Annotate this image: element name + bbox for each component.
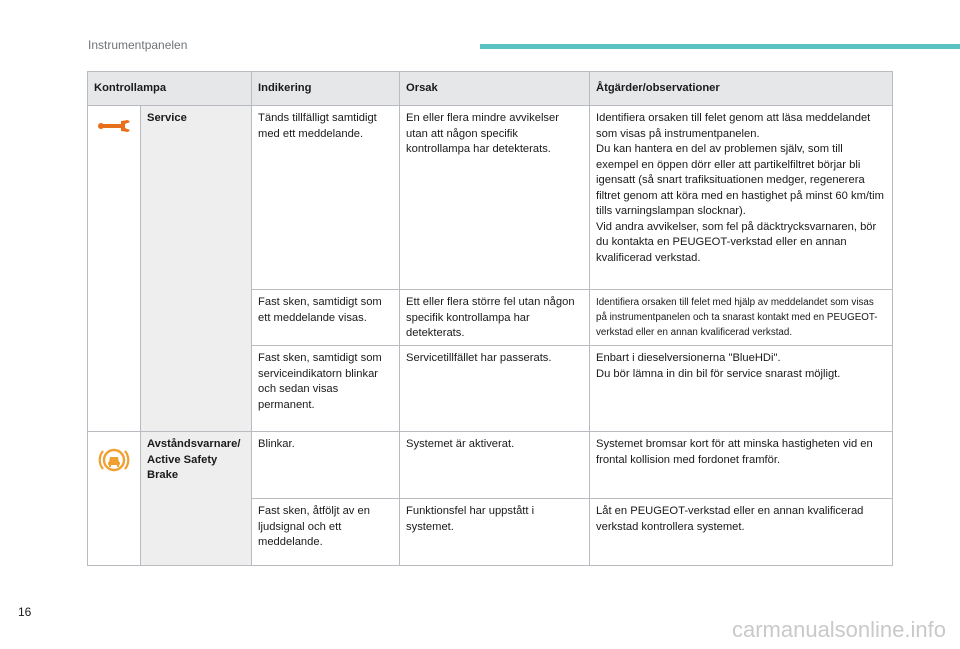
action-line: Vid andra avvikelser, som fel på däcktrycksvarnaren, bör du kontakta en PEUGEOT-verkstad eller en annan kvalificerad verkstad. bbox=[596, 220, 877, 264]
column-header-warning-lamp: Kontrollampa bbox=[88, 72, 252, 106]
indication-cell: Fast sken, åtföljt av en ljudsignal och ett meddelande. bbox=[252, 499, 400, 566]
table-header-row bbox=[88, 72, 893, 106]
indication-cell: Fast sken, samtidigt som serviceindikatorn blinkar och sedan visas permanent. bbox=[252, 346, 400, 432]
warning-lamp-table bbox=[87, 71, 893, 566]
action-line: Enbart i dieselversionerna "BlueHDi". bbox=[596, 352, 781, 364]
lamp-name-service: Service bbox=[141, 106, 252, 432]
column-header-actions: Åtgärder/observationer bbox=[590, 72, 893, 106]
wrench-icon bbox=[97, 119, 131, 133]
header-accent-bar bbox=[480, 44, 960, 49]
cause-cell: Servicetillfället har passerats. bbox=[400, 346, 590, 432]
active-safety-brake-icon bbox=[98, 444, 130, 476]
indication-cell: Blinkar. bbox=[252, 432, 400, 499]
column-header-indication: Indikering bbox=[252, 72, 400, 106]
indication-cell: Fast sken, samtidigt som ett meddelande visas. bbox=[252, 290, 400, 346]
action-line: Du bör lämna in din bil för service snarast möjligt. bbox=[596, 367, 841, 380]
actions-cell: Låt en PEUGEOT-verkstad eller en annan kvalificerad verkstad kontrollera systemet. bbox=[590, 499, 893, 566]
service-icon-cell bbox=[88, 106, 141, 432]
watermark: carmanualsonline.info bbox=[731, 617, 946, 642]
action-line: Identifiera orsaken till felet genom att läsa meddelandet som visas på instrumentpanelen. bbox=[596, 112, 871, 140]
indication-cell: Tänds tillfälligt samtidigt med ett meddelande. bbox=[252, 106, 400, 290]
table-row bbox=[88, 106, 893, 290]
cause-cell: En eller flera mindre avvikelser utan att någon specifik kontrollampa har detekterats. bbox=[400, 106, 590, 290]
cause-cell: Systemet är aktiverat. bbox=[400, 432, 590, 499]
action-line: Du kan hantera en del av problemen själv, som till exempel en öppen dörr eller att partikelfiltret börjar bli igensatt (så snart trafiksituationen medger, regenerera filtret genom att köra med en hastighet på minst 60 km/tim tills varningslampan slocknar). bbox=[596, 143, 884, 217]
actions-cell bbox=[590, 346, 893, 432]
actions-cell: Identifiera orsaken till felet med hjälp av meddelandet som visas på instrumentpanelen och ta snarast kontakt med en PEUGEOT-verkstad eller en annan kvalificerad verkstad. bbox=[590, 290, 893, 346]
section-title: Instrumentpanelen bbox=[88, 38, 188, 52]
cause-cell: Ett eller flera större fel utan någon specifik kontrollampa har detekterats. bbox=[400, 290, 590, 346]
lamp-name-active-safety-brake: Avståndsvarnare/ Active Safety Brake bbox=[141, 432, 252, 566]
page-number: 16 bbox=[18, 605, 32, 619]
column-header-cause: Orsak bbox=[400, 72, 590, 106]
cause-cell: Funktionsfel har uppstått i systemet. bbox=[400, 499, 590, 566]
actions-cell: Systemet bromsar kort för att minska hastigheten vid en frontal kollision med fordonet framför. bbox=[590, 432, 893, 499]
actions-cell bbox=[590, 106, 893, 290]
asb-icon-cell bbox=[88, 432, 141, 566]
table-row bbox=[88, 432, 893, 499]
